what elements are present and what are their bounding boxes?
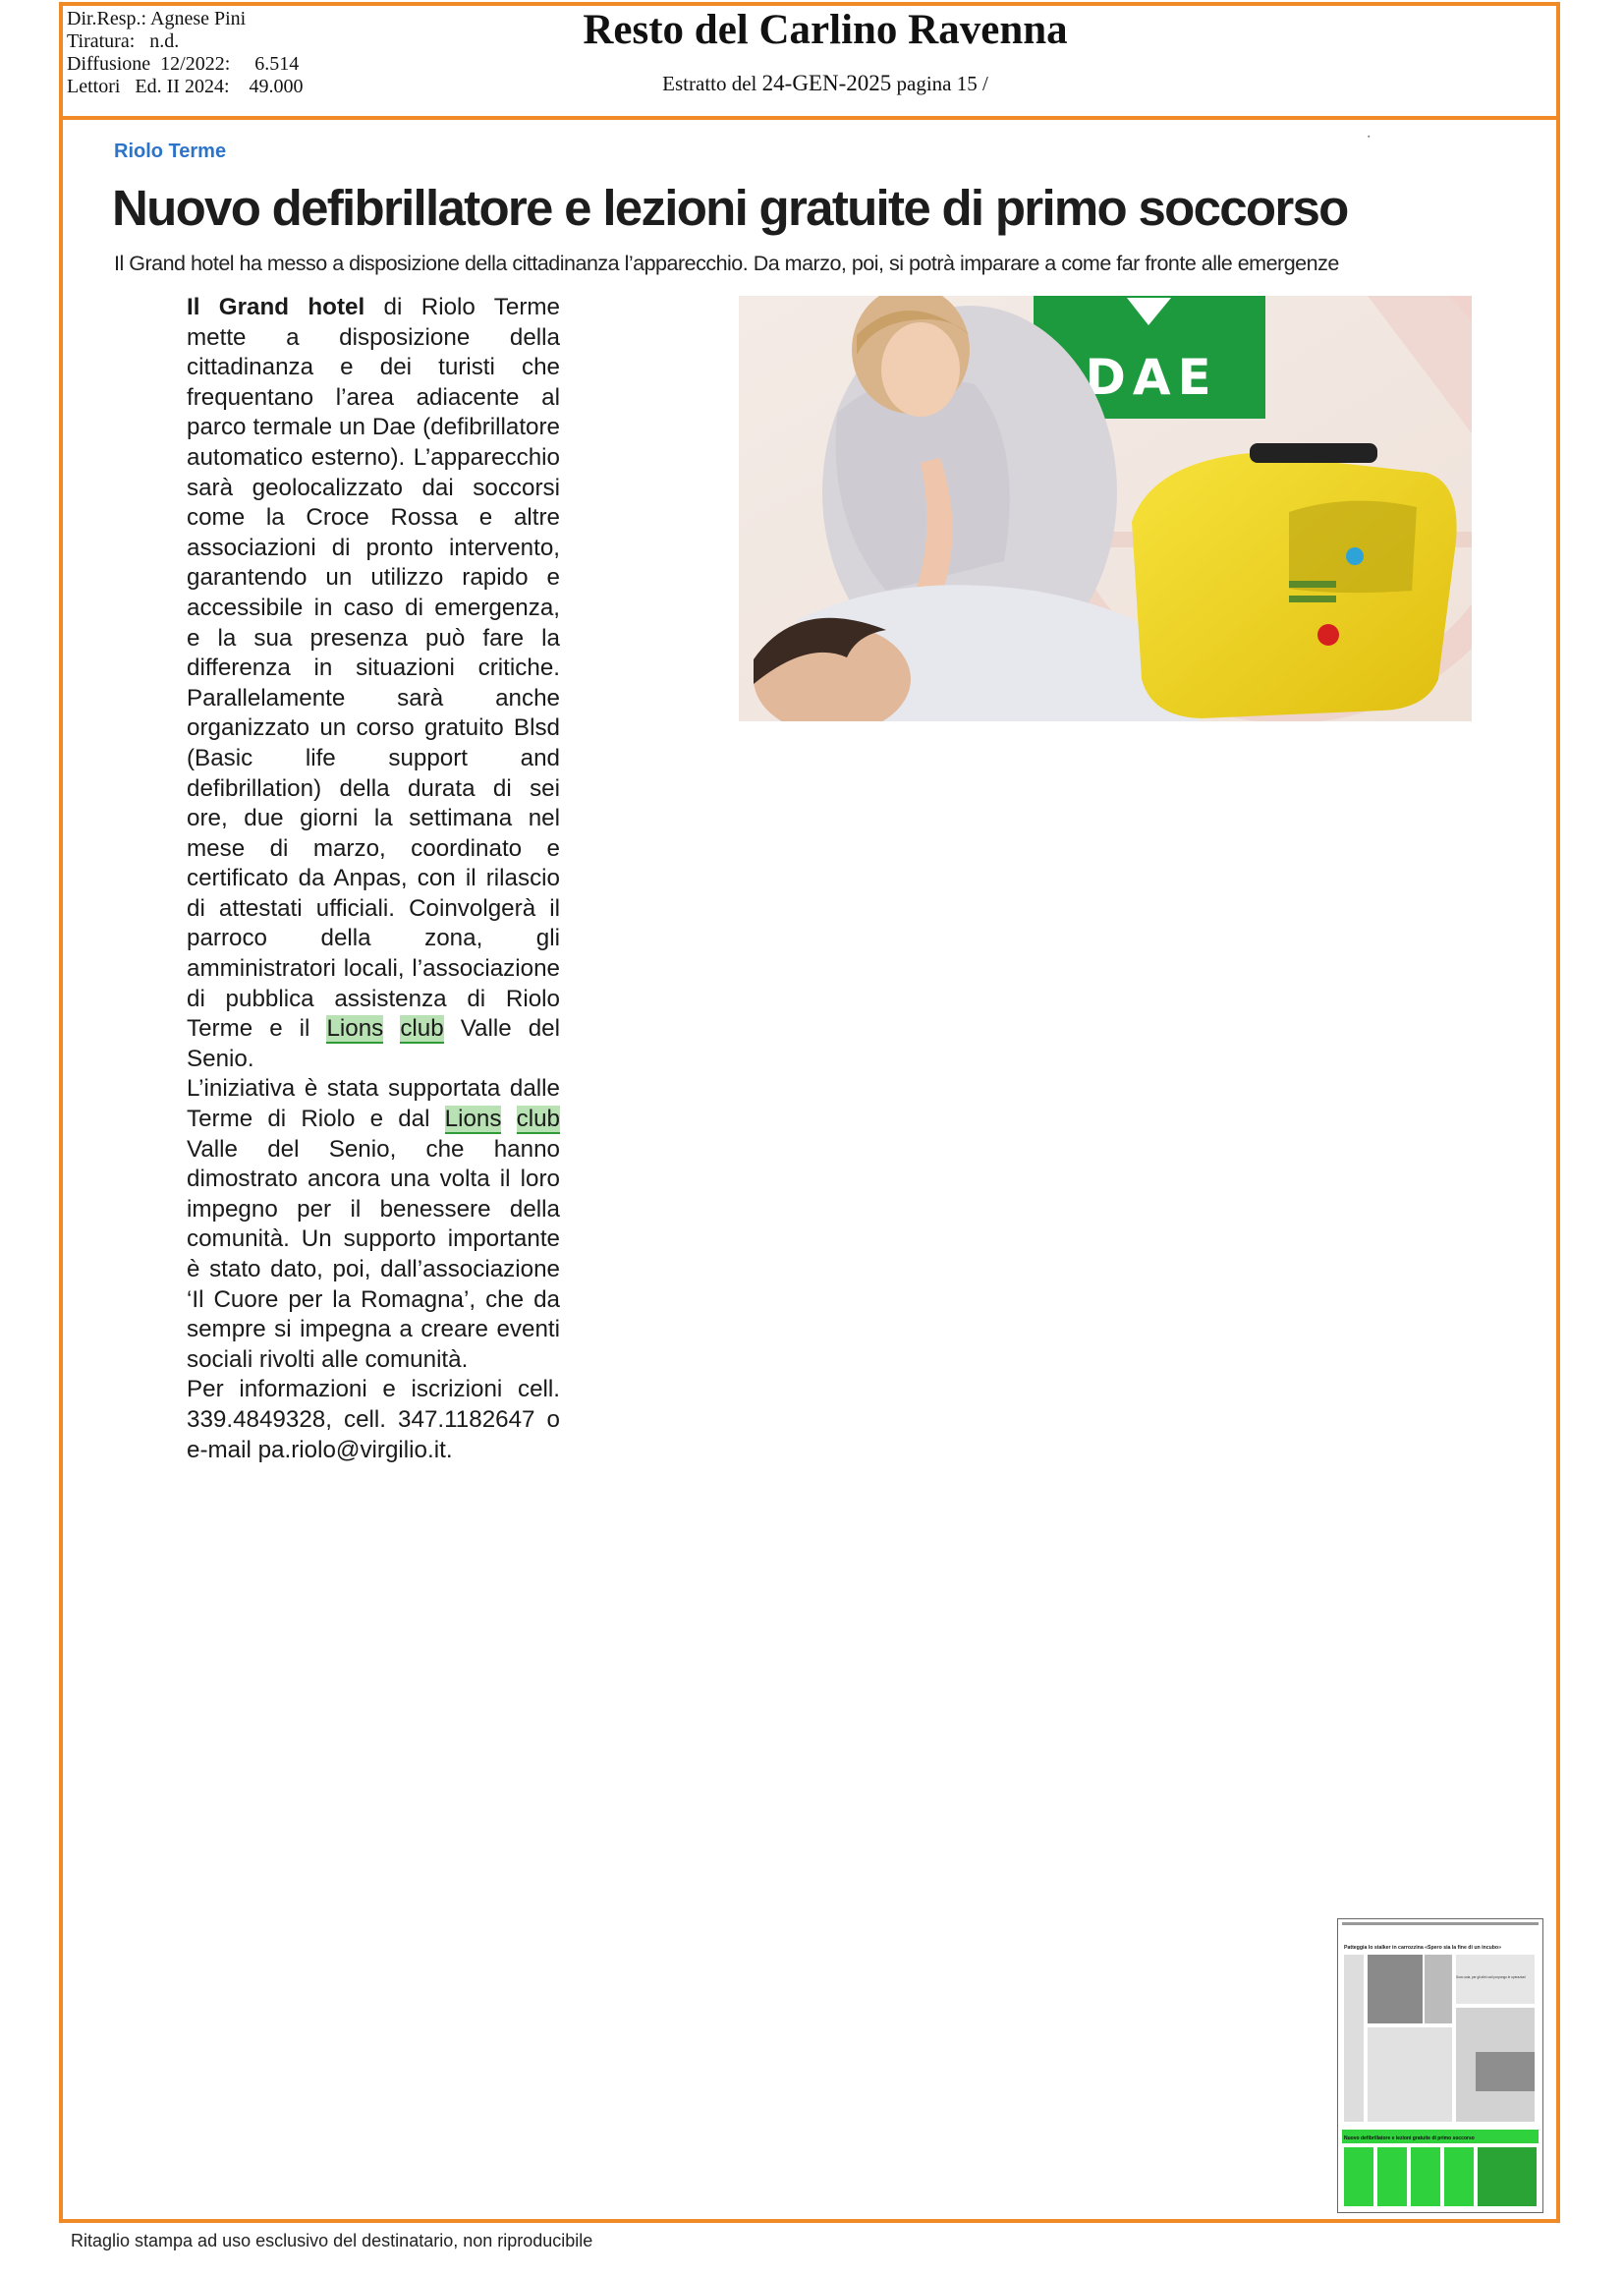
article-contacts: Per informazioni e iscrizioni cell. 339.4849328, cell. 347.1182647 o e-mail pa.riolo@virgilio.it.: [187, 1376, 560, 1463]
article-text: L’iniziativa è stata supportata dalle Terme di Riolo e dal: [187, 1075, 560, 1133]
publication-title: Resto del Carlino Ravenna: [583, 7, 1068, 53]
extract-date: 24-GEN-2025: [761, 71, 892, 95]
page-thumbnail: [1337, 1918, 1543, 2213]
article-photo: [739, 296, 1472, 721]
highlight-club: club: [516, 1106, 560, 1133]
masthead-director: Dir.Resp.: Agnese Pini: [67, 8, 247, 29]
article-kicker: Riolo Terme: [114, 141, 227, 162]
article-text: Valle del Senio.: [187, 1015, 560, 1072]
highlight-lions: Lions: [326, 1015, 384, 1043]
highlight-club: club: [400, 1015, 444, 1043]
article-headline: Nuovo defibrillatore e lezioni gratuite di primo soccorso: [112, 180, 1348, 236]
article-text: di Riolo Terme mette a disposizione della cittadinanza e dei turisti che frequentano l’area adiacente al parco termale un Dae (defibrillatore automatico esterno). L’apparecchio sarà geolocalizzato dai soccorsi come la Croce Rossa e altre associazioni di pronto intervento, garantendo un utilizzo rapido e accessibile in caso di emergenza, e la sua presenza può fare la differenza in situazioni critiche. Parallelamente sarà anche organizzato un corso gratuito Blsd (Basic life support and defibrillation) della durata di sei ore, due giorni la settimana nel mese di marzo, coordinato e certificato da Anpas, con il rilascio di attestati ufficiali. Coinvolgerà il parroco della zona, gli amministratori locali, l’associazione di pubblica assistenza di Riolo Terme e il: [187, 294, 560, 1043]
defibrillator-device: [1132, 443, 1457, 718]
extract-line: [550, 71, 1100, 96]
footer-disclaimer: Ritaglio stampa ad uso esclusivo del destinatario, non riproducibile: [71, 2231, 593, 2250]
header-divider: [59, 116, 1560, 120]
article-paragraph: [187, 293, 560, 1074]
article-body: [187, 293, 560, 1465]
thumbnail-side-headline: Sono sola, per gli altri ruoli propongo le operazioni: [1456, 1975, 1526, 1979]
masthead-info: [67, 8, 391, 98]
article-paragraph: [187, 1074, 560, 1375]
tiny-print-mark: ▪: [1368, 134, 1371, 141]
article-lead: Il Grand hotel: [187, 294, 365, 320]
article-text: Valle del Senio, che hanno dimostrato ancora una volta il loro impegno per il benessere della comunità. Un supporto importante è stato dato, poi, dall’associazione ‘Il Cuore per la Romagna’, che da sempre si impegna a creare eventi sociali rivolti alle comunità.: [187, 1135, 560, 1373]
highlight-lions: Lions: [444, 1106, 502, 1133]
thumbnail-headline: Patteggia lo stalker in carrozzina «Spero sia la fine di un incubo»: [1344, 1945, 1501, 1951]
thumbnail-bottom-headline: Nuovo defibrillatore e lezioni gratuite di primo soccorso: [1344, 2135, 1475, 2141]
dae-sign-text: DAE: [1085, 349, 1218, 406]
article-subtitle: Il Grand hotel ha messo a disposizione della cittadinanza l’apparecchio. Da marzo, poi, si potrà imparare a come far fronte alle emergenze: [114, 252, 1339, 275]
thumbnail-layout: [1338, 1919, 1542, 2212]
masthead-circulation: Diffusione 12/2022: 6.514: [67, 53, 300, 75]
masthead-print-run: Tiratura: n.d.: [67, 30, 180, 52]
extract-page: pagina 15 /: [896, 72, 988, 95]
extract-label: Estratto del: [662, 72, 757, 95]
masthead-readers: Lettori Ed. II 2024: 49.000: [67, 76, 304, 97]
